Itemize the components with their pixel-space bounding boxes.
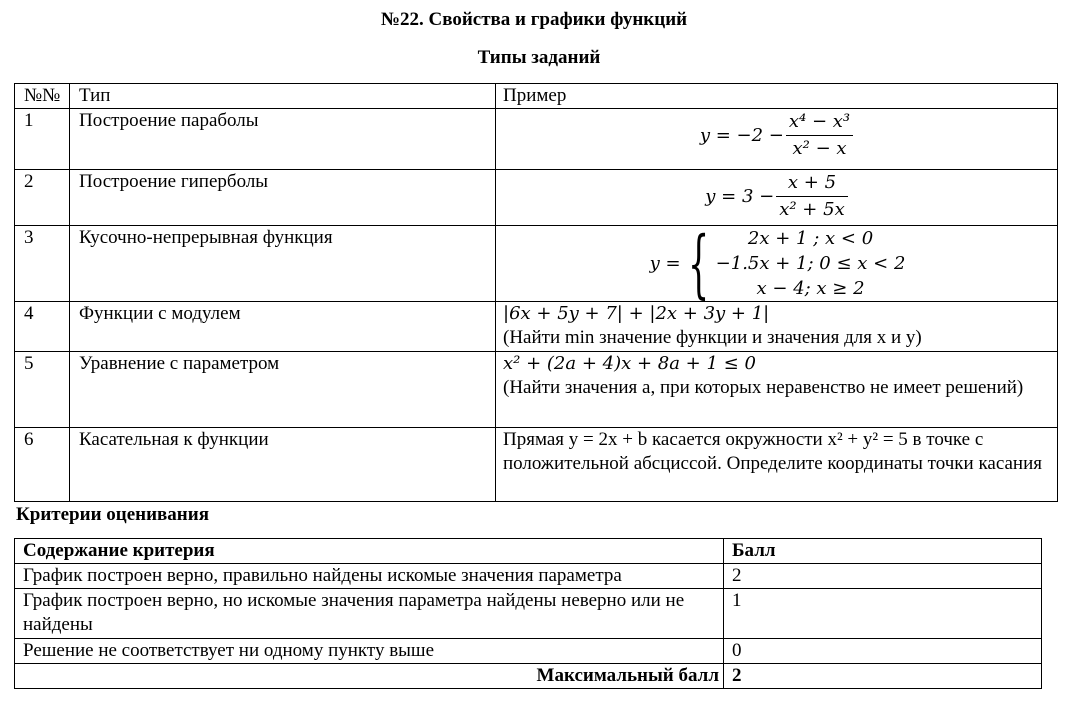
case-line: 2x + 1 ; x < 0: [747, 228, 874, 249]
page-title: №22. Свойства и графики функций: [380, 9, 688, 30]
header-example: Пример: [496, 84, 1058, 109]
criterion-text: График построен верно, но искомые значения параметра найдены неверно или не найдены: [15, 589, 724, 639]
criteria-table: [14, 538, 1042, 689]
row-type: Построение гиперболы: [70, 170, 496, 226]
fraction-numerator: x + 5: [787, 172, 837, 193]
table-row: [15, 302, 1058, 352]
row-num: 6: [15, 428, 70, 502]
header-criterion: Содержание критерия: [15, 539, 724, 564]
formula-parameter: x² + (2a + 4)x + 8a + 1 ≤ 0: [503, 353, 756, 374]
fraction: [786, 109, 853, 162]
table-header-row: [15, 539, 1042, 564]
max-score-value: 2: [724, 664, 1042, 689]
row-example: [496, 352, 1058, 428]
case-line: −1.5x + 1; 0 ≤ x < 2: [715, 253, 906, 274]
table-row: [15, 589, 1042, 639]
row-example: [496, 109, 1058, 170]
row-num: 3: [15, 226, 70, 302]
criteria-heading: Критерии оценивания: [16, 504, 209, 525]
table-header-row: [15, 84, 1058, 109]
formula-modulus: |6x + 5y + 7| + |2x + 3y + 1|: [503, 303, 770, 324]
piecewise-cases: [716, 226, 906, 301]
row-example: [496, 170, 1058, 226]
row-num: 1: [15, 109, 70, 170]
row-num: 2: [15, 170, 70, 226]
fraction-denominator: x² + 5x: [776, 196, 848, 223]
criterion-text: График построен верно, правильно найдены искомые значения параметра: [15, 564, 724, 589]
table-row: [15, 226, 1058, 302]
criterion-score: 2: [724, 564, 1042, 589]
header-score: Балл: [724, 539, 1042, 564]
fraction-denominator: x² − x: [786, 135, 853, 162]
task-types-table: [14, 83, 1058, 502]
row-type: Кусочно-непрерывная функция: [70, 226, 496, 302]
table-row: [15, 170, 1058, 226]
row-num: 5: [15, 352, 70, 428]
criterion-score: 1: [724, 589, 1042, 639]
table-row: [15, 564, 1042, 589]
formula-lhs: y = −2 −: [699, 124, 784, 146]
section-subtitle: Типы заданий: [477, 47, 601, 68]
formula-piecewise: [649, 220, 906, 307]
table-row: [15, 352, 1058, 428]
max-score-label: Максимальный балл: [15, 664, 724, 689]
row-example: [496, 302, 1058, 352]
row-num: 4: [15, 302, 70, 352]
row-type: Построение параболы: [70, 109, 496, 170]
row-type: Касательная к функции: [70, 428, 496, 502]
header-type: Тип: [70, 84, 496, 109]
example-note: (Найти min значение функции и значения для x и y): [503, 327, 922, 348]
table-row: [15, 428, 1058, 502]
row-type: Функции с модулем: [70, 302, 496, 352]
fraction-numerator: x⁴ − x³: [788, 111, 851, 132]
left-brace-icon: {: [687, 220, 709, 307]
table-row: [15, 109, 1058, 170]
formula-lhs: y =: [649, 252, 681, 274]
formula-lhs: y = 3 −: [705, 185, 775, 207]
criterion-text: Решение не соответствует ни одному пункту выше: [15, 639, 724, 664]
table-row-total: [15, 664, 1042, 689]
row-type: Уравнение с параметром: [70, 352, 496, 428]
criterion-score: 0: [724, 639, 1042, 664]
fraction: [776, 170, 848, 223]
row-example: [496, 220, 1058, 307]
header-num: №№: [15, 84, 70, 109]
example-note: (Найти значения а, при которых неравенство не имеет решений): [503, 377, 1024, 398]
formula-hyperbola: [705, 170, 849, 223]
formula-parabola: [700, 109, 855, 162]
table-row: [15, 639, 1042, 664]
case-line: x − 4; x ≥ 2: [756, 278, 865, 299]
row-example: Прямая y = 2x + b касается окружности x² + y² = 5 в точке с положительной абсциссой. Определите координаты точки касания: [496, 428, 1058, 502]
